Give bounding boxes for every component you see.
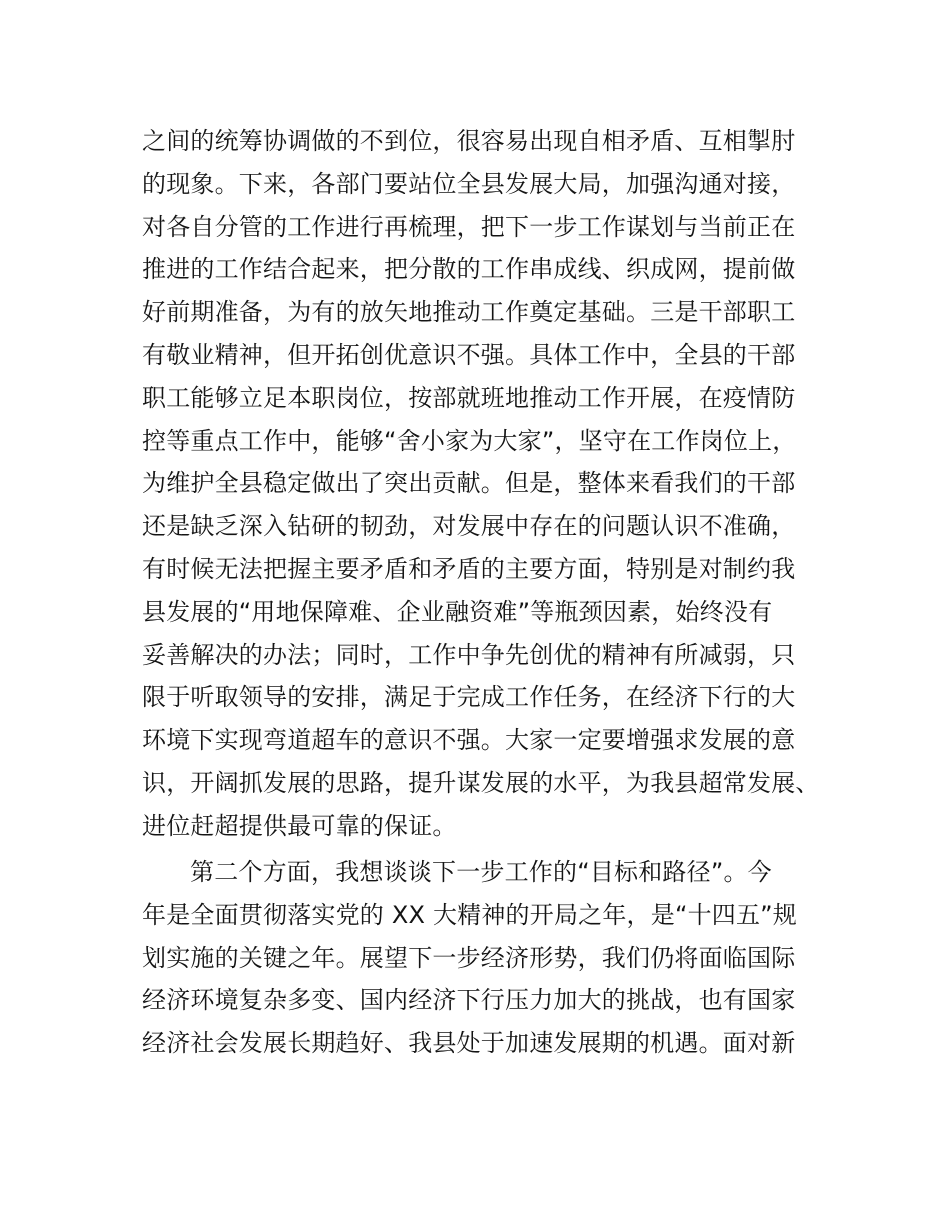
text-line: 为维护全县稳定做出了突出贡献。但是，整体来看我们的干部 <box>142 469 796 498</box>
paragraph-1 <box>142 120 832 848</box>
text-line: 好前期准备，为有的放矢地推动工作奠定基础。三是干部职工 <box>142 298 796 327</box>
text-line: 环境下实现弯道超车的意识不强。大家一定要增强求发展的意 <box>142 726 796 755</box>
text-line: 的现象。下来，各部门要站位全县发展大局，加强沟通对接， <box>142 169 796 198</box>
text-line: 妥善解决的办法；同时，工作中争先创优的精神有所减弱，只 <box>142 640 796 669</box>
text-line: 进位赶超提供最可靠的保证。 <box>142 811 457 840</box>
text-line: 之间的统筹协调做的不到位，很容易出现自相矛盾、互相掣肘 <box>142 127 796 155</box>
text-line: 经济社会发展长期趋好、我县处于加速发展期的机遇。面对新 <box>142 1029 796 1058</box>
text-line: 经济环境复杂多变、国内经济下行压力加大的挑战，也有国家 <box>142 986 796 1015</box>
text-line: 控等重点工作中，能够“舍小家为大家”，坚守在工作岗位上， <box>142 426 797 455</box>
text-line: 有时候无法把握主要矛盾和矛盾的主要方面，特别是对制约我 <box>142 554 796 583</box>
text-line-indented: 第二个方面，我想谈谈下一步工作的“目标和路径”。今 <box>190 858 772 886</box>
text-line: 识，开阔抓发展的思路，提升谋发展的水平，为我县超常发展、 <box>142 768 820 797</box>
paragraph-2 <box>142 851 832 1065</box>
text-line: 对各自分管的工作进行再梳理，把下一步工作谋划与当前正在 <box>142 212 796 241</box>
text-line: 年是全面贯彻落实党的 XX 大精神的开局之年，是“十四五”规 <box>142 900 798 929</box>
text-line: 职工能够立足本职岗位，按部就班地推动工作开展，在疫情防 <box>142 383 796 412</box>
text-line: 还是缺乏深入钻研的韧劲，对发展中存在的问题认识不准确， <box>142 512 796 541</box>
text-line: 限于听取领导的安排，满足于完成工作任务，在经济下行的大 <box>142 683 796 712</box>
text-line: 划实施的关键之年。展望下一步经济形势，我们仍将面临国际 <box>142 943 796 972</box>
text-line: 有敬业精神，但开拓创优意识不强。具体工作中，全县的干部 <box>142 340 796 369</box>
text-line: 县发展的“用地保障难、企业融资难”等瓶颈因素，始终没有 <box>142 597 773 626</box>
text-line: 推进的工作结合起来，把分散的工作串成线、织成网，提前做 <box>142 255 796 284</box>
